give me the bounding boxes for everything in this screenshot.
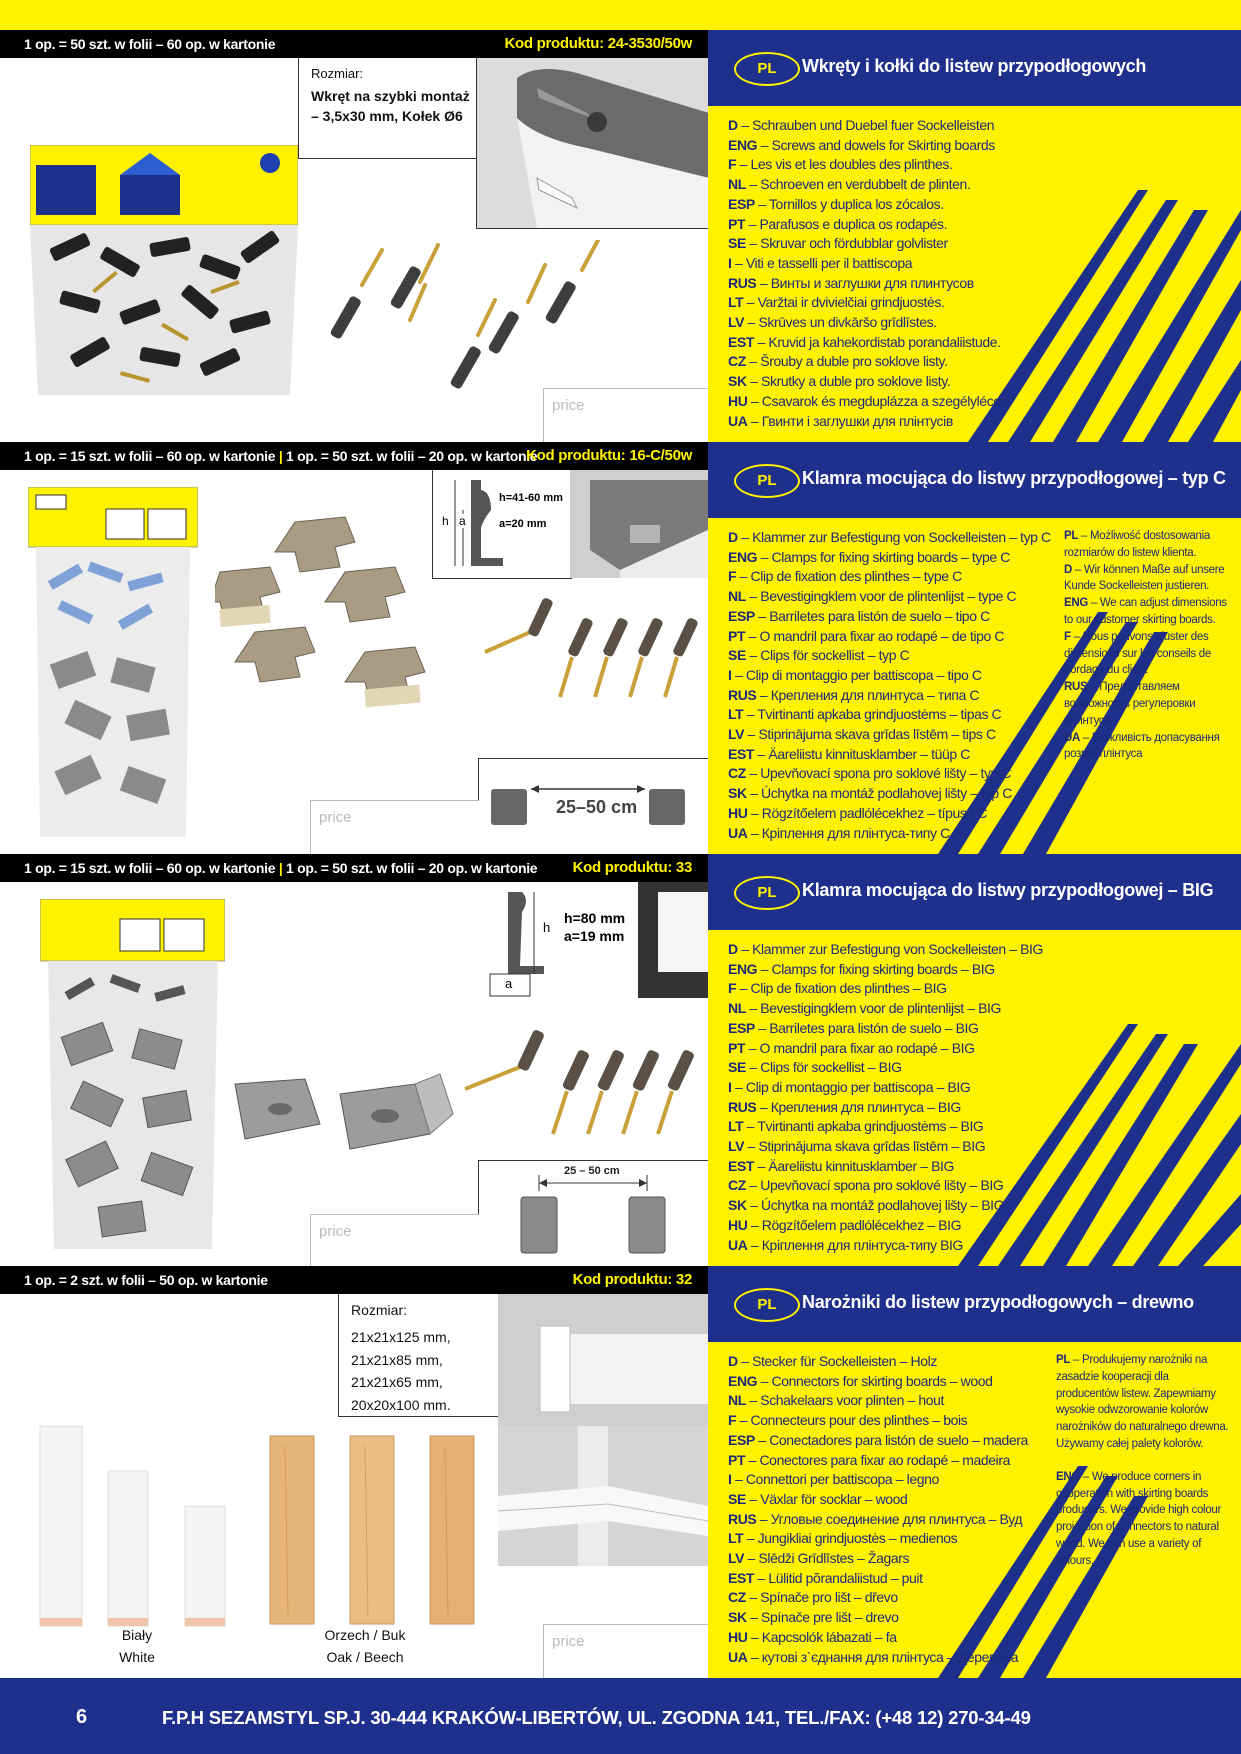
lang-item: EST – Äareliistu kinnitusklamber – BIG — [728, 1157, 955, 1174]
description-panel — [708, 1266, 1241, 1678]
clips-photo — [215, 512, 465, 712]
section-title: Klamra mocująca do listwy przypodłogowej – typ C — [802, 468, 1226, 488]
product-image-area — [0, 442, 708, 854]
packaging-info: 1 op. = 15 szt. w folii – 60 op. w kartonie | 1 op. = 50 szt. w folii – 20 op. w kartonie — [24, 860, 538, 876]
lang-item: ESP – Barriletes para listón de suelo – BIG — [728, 1019, 979, 1036]
lang-item: RUS – Угловые соединение для плинтуса – Вуд — [728, 1510, 1023, 1527]
language-list — [728, 528, 1051, 843]
price-box — [543, 1624, 709, 1679]
lang-item: CZ – Šrouby a duble pro soklove listy. — [728, 353, 948, 370]
caption-white-en: White — [119, 1649, 155, 1665]
corner-illustration-top — [498, 1294, 708, 1426]
lang-item: CZ – Spínače pro lišt – dřevo — [728, 1589, 898, 1606]
lang-item: LT – Varžtai ir dvivielčiai grindjuostės. — [728, 294, 945, 311]
spacing-label: 25–50 cm — [556, 797, 638, 817]
pl-badge: PL — [734, 876, 800, 910]
lang-item: ESP – Barriletes para listón de suelo – tipo C — [728, 607, 990, 624]
skirting-board-illustration — [477, 58, 709, 228]
page-number: 6 — [76, 1706, 88, 1728]
lang-item: SK – Spínače pre lišt – drevo — [728, 1609, 899, 1626]
price-box — [310, 800, 479, 855]
lang-item: D – Schrauben und Duebel fuer Sockelleisten — [728, 117, 995, 133]
lang-item: PT – O mandril para fixar ao rodapé – de tipo C — [728, 627, 1005, 644]
dim-h-letter: h — [543, 920, 551, 935]
price-label: price — [319, 1223, 352, 1240]
big-clips-illustration — [225, 1054, 455, 1174]
size-info-box — [338, 1294, 500, 1417]
packaging-info: 1 op. = 2 szt. w folii – 50 op. w kartonie — [24, 1272, 268, 1288]
lang-item: D – Klammer zur Befestigung von Sockelleisten – typ C — [728, 529, 1051, 545]
mounted-clip-illustration — [570, 470, 708, 578]
lang-item: SK – Úchytka na montáž podlahovej lišty – typ C — [728, 785, 1012, 802]
spacing-label: 25 – 50 cm — [564, 1165, 620, 1177]
side-note-item: D – Wir können Maße auf unsere Kunde Sockelleisten justieren. — [1064, 563, 1225, 593]
price-label: price — [319, 809, 352, 826]
product-code: Kod produktu: 24-3530/50w — [504, 35, 692, 52]
section-header — [708, 1266, 1241, 1342]
package-photo — [30, 145, 298, 405]
lang-item: LV – Stiprinājuma skava grīdas līstēm – BIG — [728, 1138, 986, 1155]
product-code: Kod produktu: 33 — [572, 859, 692, 876]
package-photo — [40, 899, 225, 1254]
packaging-info: 1 op. = 15 szt. w folii – 60 op. w kartonie | 1 op. = 50 szt. w folii – 20 op. w kartonie — [24, 448, 538, 464]
packaging-bar — [0, 854, 708, 882]
screws-dowels-photo — [460, 1019, 708, 1169]
lang-item: I – Clip di montaggio per battiscopa – BIG — [728, 1078, 971, 1095]
lang-item: LV – Stiprinājuma skava grīdas līstēm – tips C — [728, 726, 996, 743]
skirting-board-photo — [476, 58, 709, 229]
price-box — [543, 388, 709, 443]
lang-item: UA – Гвинти і заглушки для плінтусів — [728, 412, 953, 429]
mounted-clip-photo — [570, 470, 708, 578]
package-illustration — [40, 899, 225, 1254]
dim-a-letter: a — [459, 514, 466, 528]
lang-item: SE – Växlar för socklar – wood — [728, 1490, 908, 1507]
screws-dowels-illustration — [480, 592, 708, 712]
lang-item: I – Viti e tasselli per il battiscopa — [728, 254, 913, 271]
side-note-item: PL – Produkujemy narożniki na zasadzie kooperacji dla producentów listew. Zapewniamy wysokie odwzorowanie kolorów narożników do naturalnego drewna. Używamy całej palety kolorów. — [1056, 1354, 1229, 1450]
description-panel — [708, 442, 1241, 854]
lang-item: SE – Clips för sockellist – BIG — [728, 1059, 902, 1076]
description-panel — [708, 854, 1241, 1266]
lang-item: CZ – Upevňovací spona pro soklové lišty – typ C — [728, 765, 1012, 782]
caption-white — [77, 1624, 197, 1668]
lang-item: RUS – Винты и заглушки для плинтусов — [728, 274, 974, 291]
lang-item: LT – Tvirtinanti apkaba grindjuostėms – tipas C — [728, 706, 1002, 723]
lang-item: PT – O mandril para fixar ao rodapé – BIG — [728, 1039, 975, 1056]
size-item: 21x21x125 mm, — [351, 1329, 451, 1345]
lang-item: UA – Кріплення для плінтуса-типу C — [728, 824, 950, 841]
lang-item: I – Connettori per battiscopa – legno — [728, 1471, 939, 1488]
lang-item: F – Clip de fixation des plinthes – type C — [728, 568, 962, 585]
lang-item: ENG – Clamps for fixing skirting boards – type C — [728, 548, 1010, 565]
company-address: F.P.H SEZAMSTYL SP.J. 30-444 KRAKÓW-LIBERTÓW, UL. ZGODNA 141, TEL./FAX: (+48 12) 270-34-49 — [162, 1707, 1031, 1728]
section-title: Wkręty i kołki do listew przypodłogowych — [802, 56, 1147, 76]
top-yellow-strip — [0, 0, 1241, 30]
page-footer — [0, 1678, 1241, 1754]
lang-item: SE – Clips för sockellist – typ C — [728, 647, 910, 664]
lang-item: LT – Jungikliai grindjuostės – medienos — [728, 1530, 958, 1547]
description-panel — [708, 30, 1241, 442]
lang-item: F – Clip de fixation des plinthes – BIG — [728, 980, 947, 997]
price-box — [310, 1214, 479, 1267]
side-note-item: F – Nous pouvons ajuster des dimensions sur les conseils de bordage du client — [1064, 630, 1211, 677]
section-header — [708, 442, 1241, 518]
lang-item: F – Connecteurs pour des plinthes – bois — [728, 1412, 968, 1429]
caption-wood-pl: Orzech / Buk — [324, 1627, 406, 1643]
product-screws-dowels — [0, 30, 1241, 442]
dim-a-value: a=20 mm — [499, 518, 547, 530]
lang-item: EST – Lülitid põrandaliistud – puit — [728, 1569, 923, 1586]
package-illustration — [30, 145, 298, 405]
corner-photo-top — [498, 1294, 708, 1426]
package-illustration — [28, 487, 198, 845]
packaging-bar — [0, 1266, 708, 1294]
dimension-drawing — [488, 882, 638, 998]
lang-item: LT – Tvirtinanti apkaba grindjuostėms – BIG — [728, 1118, 984, 1135]
section-title: Klamra mocująca do listwy przypodłogowej – BIG — [802, 880, 1214, 900]
lang-item: NL – Bevestigingklem voor de plintenlijst – BIG — [728, 1000, 1002, 1017]
mounted-clip-photo — [638, 882, 708, 998]
lang-item: SK – Skrutky a duble pro soklove listy. — [728, 373, 951, 390]
size-item: 20x20x100 mm. — [351, 1396, 451, 1413]
side-note-item: UA – Можливість допасування розмів плінтуса — [1064, 731, 1220, 761]
pl-badge: PL — [734, 464, 800, 498]
packaging-bar — [0, 30, 708, 58]
lang-item: HU – Rögzítőelem padlólécekhez – típusú C — [728, 804, 988, 821]
language-list — [728, 116, 1011, 431]
corner-illustration-bottom — [498, 1426, 708, 1566]
side-note-item: RUS – Предоставляем возможность регулеровки плинтуса — [1064, 681, 1196, 727]
lang-item: EST – Äareliistu kinnitusklamber – tüüp C — [728, 745, 970, 762]
size-info-box — [298, 58, 478, 159]
lang-item: SK – Úchytka na montáž podlahovej lišty – BIG — [728, 1197, 1005, 1214]
spacing-diagram — [478, 758, 709, 855]
big-clips-photo — [225, 1054, 455, 1174]
product-image-area — [0, 854, 708, 1266]
lang-item: NL – Schroeven en verdubbelt de plinten. — [728, 176, 971, 193]
lang-item: RUS – Крепления для плинтуса – BIG — [728, 1098, 961, 1115]
side-note — [1056, 1352, 1231, 1586]
dim-a-value: a=19 mm — [564, 928, 625, 944]
lang-item: PT – Parafusos e duplica os rodapés. — [728, 215, 948, 232]
size-label: Rozmiar: — [351, 1302, 408, 1318]
size-item: 21x21x65 mm, — [351, 1374, 443, 1390]
lang-item: HU – Rögzítőelem padlólécekhez – BIG — [728, 1216, 962, 1233]
dim-h-value: h=41-60 mm — [499, 492, 563, 504]
lang-item: ESP – Tornillos y duplica los zócalos. — [728, 195, 944, 212]
language-list — [728, 940, 1043, 1255]
screws-dowels-illustration — [460, 1019, 708, 1169]
caption-wood-en: Oak / Beech — [326, 1649, 404, 1665]
mounted-clip-illustration — [638, 882, 708, 998]
dim-a-letter: a — [505, 976, 513, 991]
size-list — [351, 1326, 451, 1416]
language-list — [728, 1352, 1028, 1667]
lang-item: SE – Skruvar och fördubblar golvlister — [728, 235, 948, 252]
lang-item: I – Clip di montaggio per battiscopa – tipo C — [728, 666, 982, 683]
price-label: price — [552, 397, 585, 414]
lang-item: CZ – Upevňovací spona pro soklové lišty – BIG — [728, 1177, 1004, 1194]
packaging-info: 1 op. = 50 szt. w folii – 60 op. w kartonie — [24, 36, 276, 52]
dim-h-letter: h — [442, 514, 449, 528]
lang-item: ESP – Conectadores para listón de suelo – madera — [728, 1431, 1028, 1448]
lang-item: ENG – Screws and dowels for Skirting boards — [728, 136, 995, 153]
caption-white-pl: Biały — [121, 1627, 153, 1643]
lang-item: F – Les vis et les doubles des plinthes. — [728, 156, 953, 173]
lang-item: NL – Schakelaars voor plinten – hout — [728, 1392, 944, 1409]
lang-item: LV – Skrūves un divkāršo grīdlīstes. — [728, 314, 937, 331]
size-label: Rozmiar: — [311, 66, 364, 81]
lang-item: HU – Csavarok és megduplázza a szegélylécek. — [728, 392, 1011, 409]
lang-item: PT – Conectores para fixar ao rodapé – madeira — [728, 1451, 1010, 1468]
size-item: 21x21x85 mm, — [351, 1351, 443, 1368]
pl-badge: PL — [734, 52, 800, 86]
section-header — [708, 854, 1241, 930]
product-wooden-corners — [0, 1266, 1241, 1678]
dim-h-value: h=80 mm — [564, 910, 626, 926]
package-photo — [28, 487, 198, 845]
screws-dowels-photo — [480, 592, 708, 712]
lang-item: NL – Bevestigingklem voor de plintenlijst – type C — [728, 588, 1017, 605]
corner-photo-bottom — [498, 1426, 708, 1566]
side-note — [1064, 528, 1229, 763]
lang-item: EST – Kruvid ja kahekordistab porandaliistude. — [728, 333, 1001, 350]
side-note-item: PL – Możliwość dostosowania rozmiarów do listew klienta. — [1064, 530, 1210, 559]
lang-item: HU – Kapcsolók lábazati – fa — [728, 1628, 897, 1645]
spacing-diagram — [478, 1160, 709, 1267]
size-value: Wkręt na szybki montaż – 3,5x30 mm, Kołek Ø6 — [311, 88, 470, 124]
lang-item: UA – кутові з`єднання для плінтуса – Деревина — [728, 1648, 1019, 1665]
lang-item: ENG – Clamps for fixing skirting boards – BIG — [728, 960, 995, 977]
section-title: Narożniki do listew przypodłogowych – drewno — [802, 1292, 1194, 1312]
lang-item: D – Klammer zur Befestigung von Sockelleisten – BIG — [728, 941, 1043, 957]
lang-item: RUS – Крепления для плинтуса – типа C — [728, 686, 980, 703]
product-code: Kod produktu: 16-C/50w — [526, 447, 692, 464]
caption-wood — [305, 1624, 425, 1668]
lang-item: ENG – Connectors for skirting boards – wood — [728, 1372, 993, 1389]
pl-badge: PL — [734, 1288, 800, 1322]
lang-item: LV – Slēdži Grīdlīstes – Žagars — [728, 1550, 910, 1567]
packaging-bar — [0, 442, 708, 470]
product-clamp-big — [0, 854, 1241, 1266]
side-note-item: ENG – We produce corners in cooperation with skirting boards producers. We provide high colour projection of connectors to natural wood. We can use a variety of colours. — [1056, 1470, 1222, 1567]
section-header — [708, 30, 1241, 106]
side-note-item: ENG – We can adjust dimensions to our customer skirting boards. — [1064, 597, 1227, 626]
product-code: Kod produktu: 32 — [572, 1271, 692, 1288]
lang-item: UA – Кріплення для плінтуса-типу BIG — [728, 1236, 963, 1253]
product-image-area — [0, 30, 708, 442]
lang-item: D – Stecker für Sockelleisten – Holz — [728, 1353, 937, 1369]
price-label: price — [552, 1633, 585, 1650]
clips-illustration — [215, 512, 465, 712]
product-image-area — [0, 1266, 708, 1678]
product-clamp-type-c — [0, 442, 1241, 854]
